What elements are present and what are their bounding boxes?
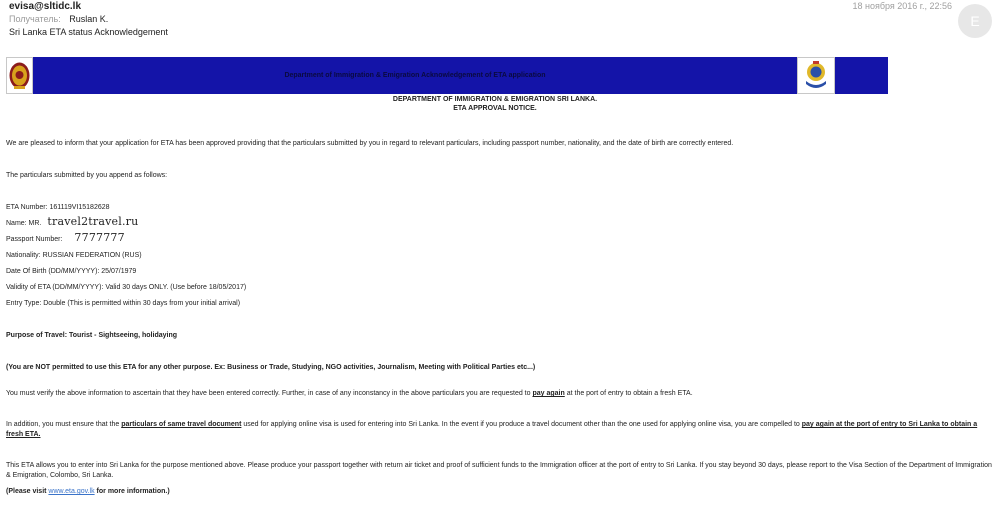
addition-text-bold: particulars of same travel document: [121, 421, 242, 428]
sri-lanka-emblem-icon: [6, 57, 33, 94]
purpose-of-travel: Purpose of Travel: Tourist - Sightseeing, holidaying: [6, 332, 178, 339]
not-permitted-note: (You are NOT permitted to use this ETA for any other purpose. Ex: Business or Trade, Studying, NGO activities, Journalism, Meeting with Political Parties etc...): [6, 364, 536, 371]
sender-avatar[interactable]: E: [958, 4, 992, 38]
department-emblem-icon: [797, 57, 835, 94]
email-date: 18 ноября 2016 г., 22:56: [852, 1, 952, 11]
passport-row: [6, 233, 125, 245]
particulars-intro: The particulars submitted by you append as follows:: [6, 172, 168, 179]
email-subject: Sri Lanka ETA status Acknowledgement: [9, 27, 168, 37]
addition-paragraph: [6, 420, 981, 440]
visit-note: [6, 487, 170, 497]
eta-banner: [6, 57, 888, 94]
recipient-name[interactable]: Ruslan K.: [69, 14, 109, 24]
eta-website-link[interactable]: www.eta.gov.lk: [48, 488, 95, 495]
addition-text-bold2: pay again at the port of entry to Sri Lanka to obtain a fresh ETA.: [6, 421, 978, 438]
date-of-birth: Date Of Birth (DD/MM/YYYY): 25/07/1979: [6, 268, 137, 275]
recipient-label: Получатель:: [9, 14, 61, 24]
verify-paragraph: [6, 389, 991, 399]
allows-paragraph: This ETA allows you to enter into Sri Lanka for the purpose mentioned above. Please produce your passport together with return air ticket and proof of sufficient funds to the Immigration officer at the port of entry to Sri Lanka. If you stay beyond 30 days, please report to the Visa Section of the Department of Immigration & Emigration, Colombo, Sri Lanka.: [6, 462, 992, 479]
addition-text-mid: used for applying online visa is used for entering into Sri Lanka. In the event if you produce a travel document other than the one used for applying online visa, you are compelled to: [241, 421, 802, 428]
verify-text-post: at the port of entry to obtain a fresh ETA.: [564, 390, 693, 397]
sender-address[interactable]: evisa@sltidc.lk: [9, 1, 82, 12]
passport-value: 7777777: [74, 231, 125, 244]
email-header: [0, 0, 1000, 50]
addition-text-pre: In addition, you must ensure that the: [6, 421, 122, 428]
department-name: DEPARTMENT OF IMMIGRATION & EMIGRATION SRI LANKA.: [392, 96, 598, 103]
recipient-row: [9, 14, 108, 24]
validity: Validity of ETA (DD/MM/YYYY): Valid 30 days ONLY. (Use before 18/05/2017): [6, 284, 247, 291]
passport-label: Passport Number:: [6, 236, 63, 243]
entry-type: Entry Type: Double (This is permitted within 30 days from your initial arrival): [6, 300, 241, 307]
name-row: [6, 217, 138, 229]
intro-paragraph: We are pleased to inform that your application for ETA has been approved providing that the particulars submitted by you in regard to relevant particulars, including passport number, nationality, and the date of birth are correctly entered.: [6, 140, 734, 147]
banner-text: Department of Immigration & Emigration Acknowledgement of ETA application: [284, 72, 546, 79]
visit-text-pre: (Please visit: [6, 488, 49, 495]
notice-heading: [0, 95, 990, 113]
banner-bar: [33, 57, 797, 94]
eta-number: ETA Number: 161119VI15182628: [6, 204, 110, 211]
name-value: travel2travel.ru: [47, 215, 139, 228]
verify-text-pre: You must verify the above information to ascertain that they have been entered correctly. Further, in case of any inconstancy in the above particulars you are requested to: [6, 390, 533, 397]
notice-title: ETA APPROVAL NOTICE.: [453, 105, 537, 112]
nationality: Nationality: RUSSIAN FEDERATION (RUS): [6, 252, 142, 259]
verify-text-bold: pay again: [532, 390, 565, 397]
visit-text-post: for more information.): [94, 488, 170, 495]
banner-right-bar: [835, 57, 888, 94]
name-label: Name: MR.: [6, 220, 42, 227]
